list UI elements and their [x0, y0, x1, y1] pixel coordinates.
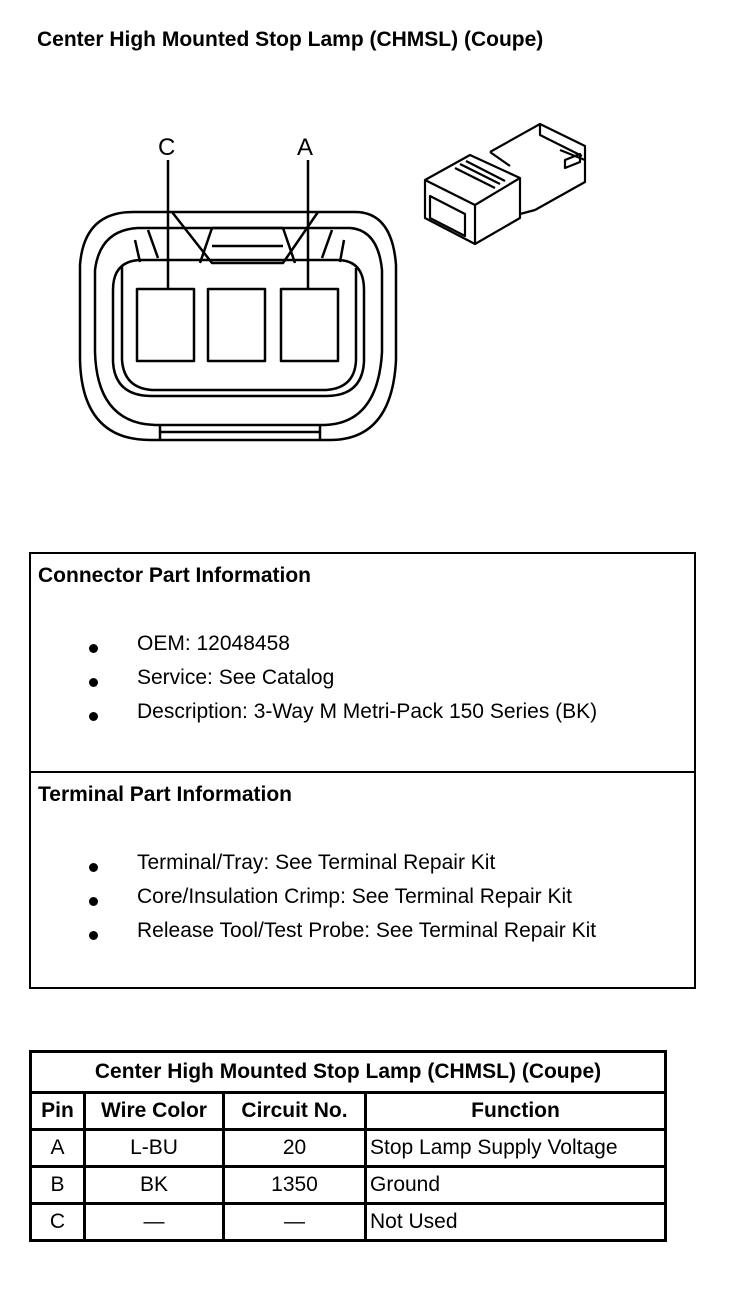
part-info-box	[29, 552, 696, 989]
connector-part-info-title: Connector Part Information	[38, 564, 312, 587]
locking-tab	[172, 212, 318, 263]
column-header-wire-color: Wire Color	[85, 1093, 224, 1130]
table-header-row	[31, 1093, 666, 1130]
bullet-icon	[89, 897, 98, 906]
cell-circuit-no: —	[224, 1204, 366, 1241]
cell-circuit-no: 1350	[224, 1167, 366, 1204]
table-row	[31, 1130, 666, 1167]
bullet-icon	[89, 678, 98, 687]
list-item: Core/Insulation Crimp: See Terminal Repair Kit	[31, 885, 694, 919]
column-header-function: Function	[366, 1093, 666, 1130]
terminal-info-list	[31, 851, 694, 953]
cell-function: Ground	[366, 1167, 666, 1204]
cell-wire-color: L-BU	[85, 1130, 224, 1167]
cell-function: Not Used	[366, 1204, 666, 1241]
bullet-icon	[89, 712, 98, 721]
list-item: Description: 3-Way M Metri-Pack 150 Series (BK)	[31, 700, 694, 734]
page-title: Center High Mounted Stop Lamp (CHMSL) (Coupe)	[37, 28, 544, 51]
cell-wire-color: —	[85, 1204, 224, 1241]
terminal-part-info-title: Terminal Part Information	[38, 783, 292, 806]
pin-label-a: A	[297, 134, 314, 161]
list-item: Service: See Catalog	[31, 666, 694, 700]
connector-cavity	[113, 260, 364, 396]
list-item: Release Tool/Test Probe: See Terminal Repair Kit	[31, 919, 694, 953]
table-row	[31, 1204, 666, 1241]
cell-pin: C	[31, 1204, 85, 1241]
cell-circuit-no: 20	[224, 1130, 366, 1167]
bullet-icon	[89, 644, 98, 653]
table-caption-row	[31, 1052, 666, 1093]
bullet-icon	[89, 931, 98, 940]
table-row	[31, 1167, 666, 1204]
terminal-cavity-c	[137, 289, 194, 361]
pin-table	[29, 1050, 667, 1242]
connector-diagram	[0, 0, 752, 540]
cell-wire-color: BK	[85, 1167, 224, 1204]
bullet-icon	[89, 863, 98, 872]
column-header-pin: Pin	[31, 1093, 85, 1130]
connector-info-list	[31, 632, 694, 734]
terminal-part-info	[31, 773, 694, 987]
connector-isometric-view	[425, 124, 585, 244]
table-caption: Center High Mounted Stop Lamp (CHMSL) (Coupe)	[31, 1052, 666, 1093]
pin-label-c: C	[158, 134, 176, 161]
cell-pin: A	[31, 1130, 85, 1167]
terminal-cavity-b	[208, 289, 265, 361]
column-header-circuit-no: Circuit No.	[224, 1093, 366, 1130]
terminal-cavity-a	[281, 289, 338, 361]
connector-part-info	[31, 554, 694, 773]
cell-function: Stop Lamp Supply Voltage	[366, 1130, 666, 1167]
list-item: Terminal/Tray: See Terminal Repair Kit	[31, 851, 694, 885]
list-item: OEM: 12048458	[31, 632, 694, 666]
cell-pin: B	[31, 1167, 85, 1204]
